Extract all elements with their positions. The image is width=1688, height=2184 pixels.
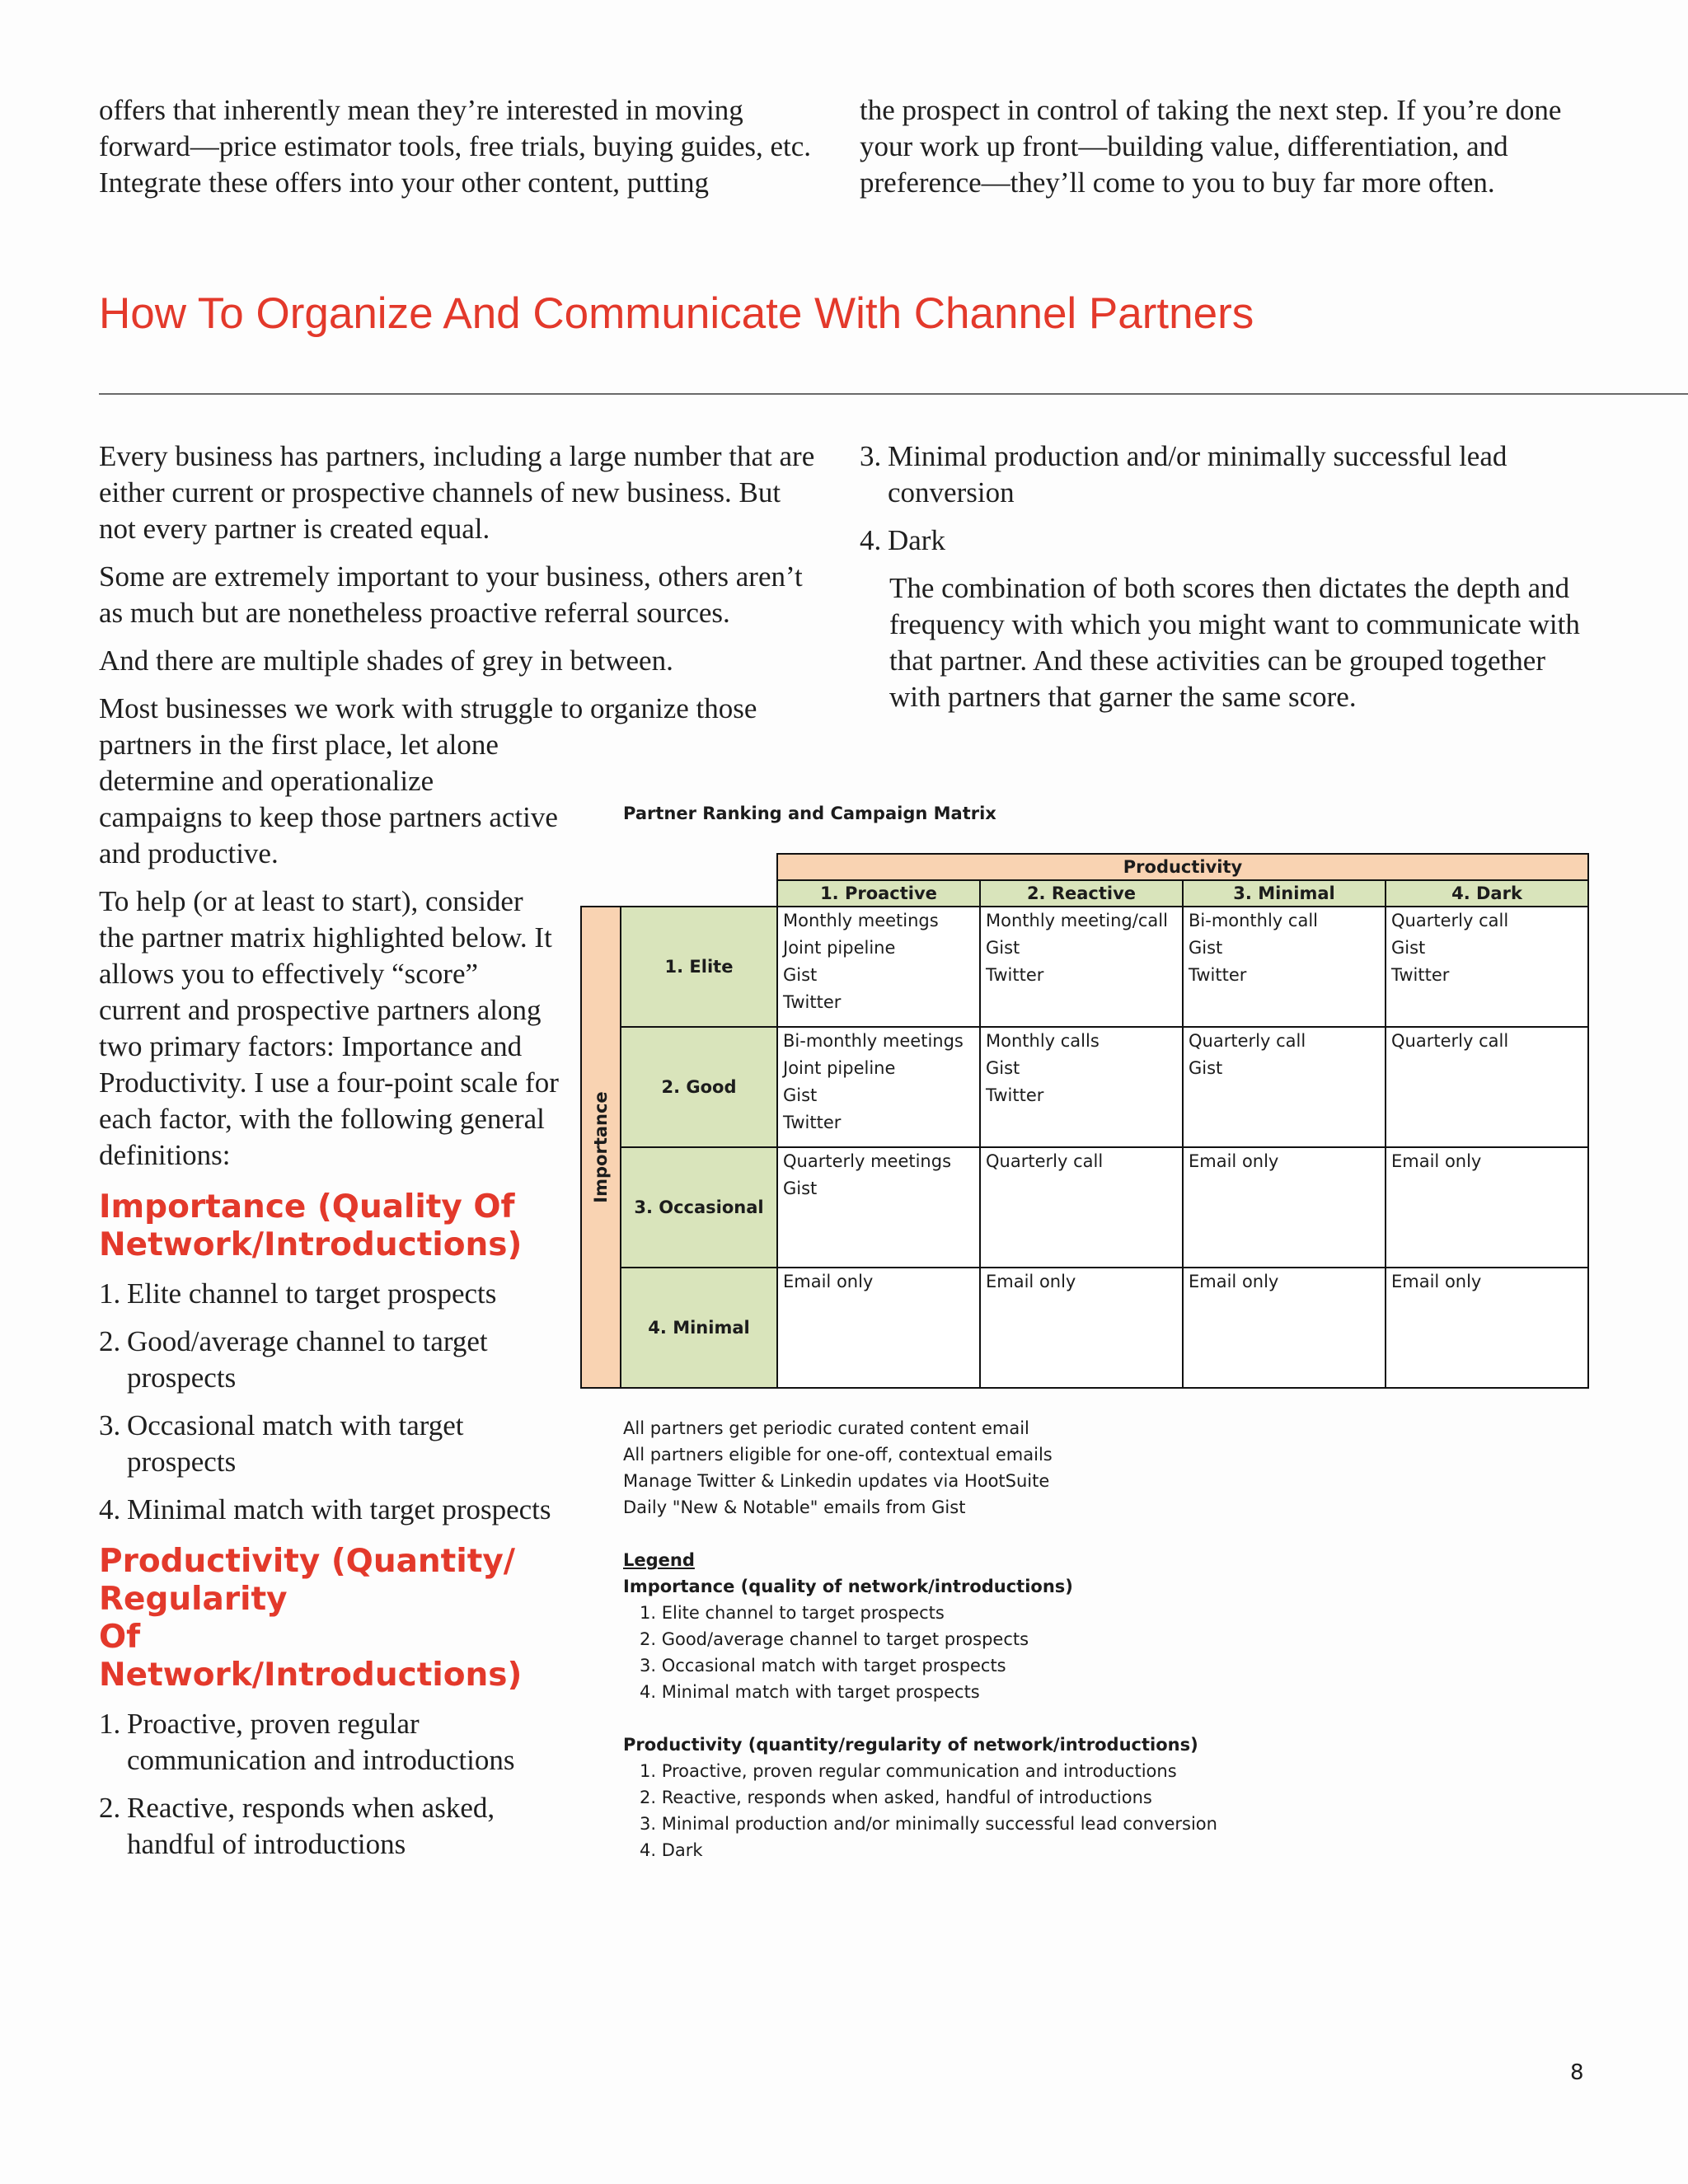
- productivity-axis-label: Productivity: [777, 854, 1588, 880]
- productivity-subheading: Productivity (Quantity/ Regularity Of Network/Introductions): [99, 1543, 523, 1694]
- note-line: Daily "New & Notable" emails from Gist: [623, 1497, 966, 1517]
- row-header: 3. Occasional: [621, 1147, 777, 1268]
- matrix-cell: [980, 1027, 1183, 1147]
- cell-line: Monthly calls: [986, 1031, 1100, 1051]
- cell-line: Email only: [1189, 1151, 1279, 1171]
- importance-subheading: Importance (Quality Of Network/Introductions): [99, 1188, 523, 1263]
- matrix-cell: [777, 1147, 980, 1268]
- cell-line: Twitter: [986, 1085, 1044, 1105]
- row-header: 4. Minimal: [621, 1268, 777, 1388]
- cell-line: Gist: [783, 1179, 818, 1198]
- matrix-cell: [980, 907, 1183, 1027]
- matrix-cell: [980, 1268, 1183, 1388]
- list-item: 3. Minimal production and/or minimally successful lead conversion: [860, 440, 1507, 509]
- column-header: 4. Dark: [1386, 880, 1588, 907]
- cell-line: Gist: [1189, 1058, 1223, 1078]
- shades-paragraph: And there are multiple shades of grey in between.: [99, 644, 673, 677]
- matrix-cell: [1183, 1268, 1386, 1388]
- matrix-intro-paragraph: To help (or at least to start), consider the partner matrix highlighted below. It allows you to effectively “score” current and prospective partners along two primary factors: Importance and Productivity. I use a four-point scale for each factor, with the following general definitions:: [99, 885, 559, 1171]
- importance-list: [99, 1276, 560, 1528]
- cell-line: Gist: [1189, 938, 1223, 958]
- matrix-cell: [1386, 1268, 1588, 1388]
- page-number: 8: [1570, 2060, 1584, 2085]
- cell-line: Gist: [783, 965, 818, 985]
- matrix-cell: [1386, 1027, 1588, 1147]
- matrix-cell: [777, 1268, 980, 1388]
- cell-line: Twitter: [986, 965, 1044, 985]
- matrix-title: Partner Ranking and Campaign Matrix: [623, 804, 996, 823]
- cell-line: Monthly meetings: [783, 911, 939, 930]
- list-item: 4. Minimal match with target prospects: [99, 1493, 551, 1526]
- cell-line: Bi-monthly call: [1189, 911, 1318, 930]
- cell-line: Quarterly call: [1189, 1031, 1306, 1051]
- cell-line: Quarterly call: [1391, 911, 1509, 930]
- cell-line: Gist: [986, 938, 1020, 958]
- cell-line: Twitter: [783, 1113, 842, 1132]
- partner-matrix: [580, 853, 1589, 1389]
- cell-line: Monthly meeting/call: [986, 911, 1168, 930]
- matrix-cell: [1386, 907, 1588, 1027]
- legend-importance-title: Importance (quality of network/introductions): [623, 1577, 1073, 1596]
- right-column: [860, 438, 1601, 715]
- matrix-cell: [777, 907, 980, 1027]
- column-header: 1. Proactive: [777, 880, 980, 907]
- list-item: 2. Good/average channel to target prospects: [99, 1325, 488, 1394]
- matrix-notes: [623, 1415, 1217, 1863]
- cell-line: Email only: [1189, 1272, 1279, 1291]
- legend-item: 3. Minimal production and/or minimally successful lead conversion: [640, 1814, 1217, 1834]
- legend-item: 2. Reactive, responds when asked, handful of introductions: [640, 1788, 1152, 1807]
- cell-line: Gist: [783, 1085, 818, 1105]
- table-row: [581, 1027, 1588, 1147]
- cell-line: Twitter: [783, 992, 842, 1012]
- cell-line: Quarterly call: [986, 1151, 1104, 1171]
- legend-item: 1. Proactive, proven regular communication and introductions: [640, 1761, 1177, 1781]
- heading-divider: [99, 393, 1688, 395]
- legend-item: 2. Good/average channel to target prospects: [640, 1629, 1029, 1649]
- matrix-cell: [777, 1027, 980, 1147]
- legend-title: Legend: [623, 1550, 695, 1570]
- continuation-paragraph-right: the prospect in control of taking the next step. If you’re done your work up front—building value, differentiation, and preference—they’ll come to you to buy far more often.: [860, 94, 1562, 199]
- table-row: [581, 1147, 1588, 1268]
- legend-item: 3. Occasional match with target prospects: [640, 1656, 1006, 1675]
- legend-item: 4. Dark: [640, 1840, 703, 1860]
- combination-paragraph: The combination of both scores then dictates the depth and frequency with which you might want to communicate with that partner. And these activities can be grouped together with partners that garner the same score.: [889, 572, 1580, 713]
- cell-line: Joint pipeline: [783, 938, 896, 958]
- column-header: 3. Minimal: [1183, 880, 1386, 907]
- legend-productivity-title: Productivity (quantity/regularity of network/introductions): [623, 1735, 1198, 1755]
- importance-axis-label: Importance: [581, 907, 621, 1388]
- row-header: 2. Good: [621, 1027, 777, 1147]
- list-item: 1. Elite channel to target prospects: [99, 1277, 497, 1310]
- cell-line: Bi-monthly meetings: [783, 1031, 964, 1051]
- importance-paragraph: Some are extremely important to your business, others aren’t as much but are nonetheless proactive referral sources.: [99, 560, 803, 629]
- legend-item: 1. Elite channel to target prospects: [640, 1603, 945, 1623]
- note-line: All partners get periodic curated content email: [623, 1418, 1029, 1438]
- matrix-cell: [980, 1147, 1183, 1268]
- cell-line: Joint pipeline: [783, 1058, 896, 1078]
- cell-line: Twitter: [1391, 965, 1450, 985]
- cell-line: Quarterly call: [1391, 1031, 1509, 1051]
- legend-item: 4. Minimal match with target prospects: [640, 1682, 980, 1702]
- productivity-list: [99, 1706, 560, 1863]
- matrix-cell: [1183, 1027, 1386, 1147]
- intro-paragraph: Every business has partners, including a large number that are either current or prospective channels of new business. But not every partner is created equal.: [99, 440, 815, 545]
- cell-line: Quarterly meetings: [783, 1151, 952, 1171]
- list-item: 4. Dark: [860, 524, 945, 556]
- row-header: 1. Elite: [621, 907, 777, 1027]
- matrix-cell: [1386, 1147, 1588, 1268]
- note-line: Manage Twitter & Linkedin updates via HootSuite: [623, 1471, 1050, 1491]
- matrix-cell: [1183, 907, 1386, 1027]
- cell-line: Gist: [1391, 938, 1426, 958]
- section-heading: How To Organize And Communicate With Channel Partners: [99, 289, 1254, 338]
- cell-line: Email only: [986, 1272, 1076, 1291]
- struggle-paragraph-lead: Most businesses we work with struggle to organize those: [99, 692, 757, 724]
- table-row: [581, 1268, 1588, 1388]
- list-item: 2. Reactive, responds when asked, handful of introductions: [99, 1792, 495, 1860]
- note-line: All partners eligible for one-off, contextual emails: [623, 1445, 1053, 1465]
- matrix-cell: [1183, 1147, 1386, 1268]
- continuation-paragraph-left: offers that inherently mean they’re interested in moving forward—price estimator tools, free trials, buying guides, etc. Integrate these offers into your other content, putting: [99, 94, 812, 199]
- list-item: 1. Proactive, proven regular communication and introductions: [99, 1708, 515, 1776]
- cell-line: Email only: [1391, 1272, 1482, 1291]
- cell-line: Twitter: [1189, 965, 1247, 985]
- list-item: 3. Occasional match with target prospects: [99, 1409, 464, 1478]
- productivity-list-continued: [860, 438, 1601, 559]
- struggle-paragraph: partners in the first place, let alone determine and operationalize campaigns to keep those partners active and productive.: [99, 729, 558, 869]
- table-row: [581, 907, 1588, 1027]
- cell-line: Email only: [783, 1272, 874, 1291]
- cell-line: Email only: [1391, 1151, 1482, 1171]
- cell-line: Gist: [986, 1058, 1020, 1078]
- column-header: 2. Reactive: [980, 880, 1183, 907]
